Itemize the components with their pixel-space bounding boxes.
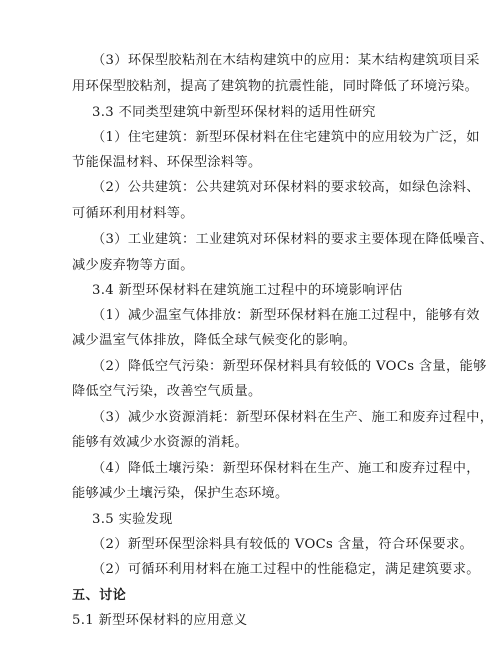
section-heading-3-4: 3.4 新型环保材料在建筑施工过程中的环境影响评估 [92, 283, 403, 298]
paragraph-line: （2）公共建筑：公共建筑对环保材料的要求较高，如绿色涂料、 [92, 180, 480, 195]
section-heading-3-3: 3.3 不同类型建筑中新型环保材料的适用性研究 [92, 105, 376, 120]
paragraph-line: 用环保型胶粘剂，提高了建筑物的抗震性能，同时降低了环境污染。 [72, 79, 479, 94]
paragraph-line: （1）住宅建筑：新型环保材料在住宅建筑中的应用较为广泛，如 [92, 130, 480, 145]
paragraph-line: 能够有效减少水资源的消耗。 [72, 435, 248, 450]
paragraph-line: （2）降低空气污染：新型环保材料具有较低的 VOCs 含量，能够 [92, 359, 487, 374]
paragraph-line: （4）降低土壤污染：新型环保材料在生产、施工和废弃过程中， [92, 461, 480, 476]
paragraph-line: 可循环利用材料等。 [72, 206, 194, 221]
paragraph-line: 减少废弃物等方面。 [72, 258, 194, 273]
paragraph-line: 能够减少土壤污染，保护生态环境。 [72, 486, 289, 501]
paragraph-line: （3）减少水资源消耗：新型环保材料在生产、施工和废弃过程中， [92, 410, 494, 425]
paragraph-line: （1）减少温室气体排放：新型环保材料在施工过程中，能够有效 [92, 308, 480, 323]
paragraph-line: （3）工业建筑：工业建筑对环保材料的要求主要体现在降低噪音、 [92, 232, 494, 247]
paragraph-line: 减少温室气体排放，降低全球气候变化的影响。 [72, 333, 357, 348]
chapter-heading-discussion: 五、讨论 [72, 588, 127, 603]
paragraph-line: （3）环保型胶粘剂在木结构建筑中的应用：某木结构建筑项目采 [92, 53, 480, 68]
section-heading-5-1: 5.1 新型环保材料的应用意义 [72, 613, 248, 628]
paragraph-line: （2）可循环利用材料在施工过程中的性能稳定，满足建筑要求。 [92, 562, 480, 577]
paragraph-line: 降低空气污染，改善空气质量。 [72, 384, 262, 399]
section-heading-3-5: 3.5 实验发现 [92, 512, 173, 527]
paragraph-line: （2）新型环保型涂料具有较低的 VOCs 含量，符合环保要求。 [92, 537, 474, 552]
paragraph-line: 节能保温材料、环保型涂料等。 [72, 155, 262, 170]
